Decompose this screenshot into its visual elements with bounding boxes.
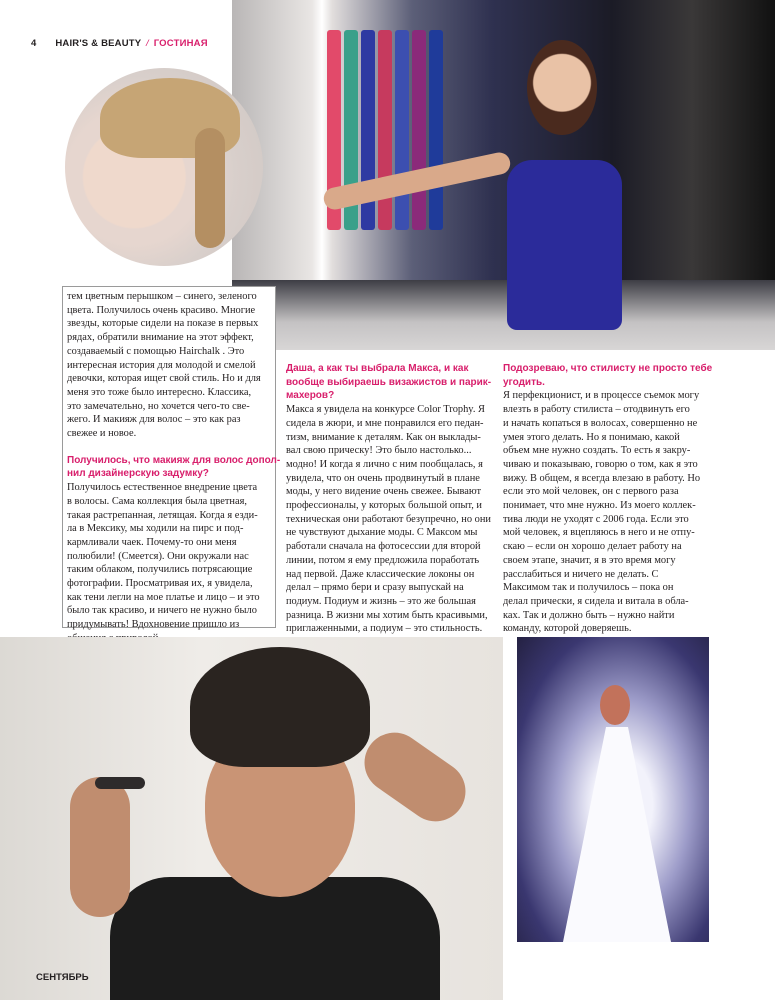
magazine-name: HAIR'S & BEAUTY [55, 38, 142, 49]
dress-shape [412, 30, 426, 230]
text-line: скаю – если он хорошо делает работу на [503, 541, 682, 553]
model-head [600, 685, 630, 725]
column-1 [67, 290, 280, 646]
text-line: делал прически, я сидела и витала в обла- [503, 595, 689, 607]
man-hair [190, 647, 370, 767]
question-line: Даша, а как ты выбрала Макса, и как [286, 363, 469, 374]
text-line: рядах, обратили внимание на этот эффект, [67, 332, 254, 344]
text-line: увидела, что он очень продвинутый в плане [286, 472, 480, 484]
text-line: приглаженными, а подиум – это стильность. [286, 623, 483, 635]
text-line: создаваемый с помощью Hairchalk . Это [67, 345, 245, 357]
text-line: придумывать! Вдохновение пришло из [67, 619, 240, 631]
text-line: работали сначала на фотосессии для второй [286, 541, 481, 553]
column-3 [503, 362, 712, 636]
text-line: было так красиво, и ничего не нужно было [67, 605, 257, 617]
text-line: ках. Так и должно быть – нужно найти [503, 609, 675, 621]
woman-blouse [507, 160, 622, 330]
text-line: профессионалы, у которых большой опыт, и [286, 500, 482, 512]
text-line: жего. И макияж для волос – это как раз [67, 414, 241, 426]
text-line: линии, потом я ему предложила поработать [286, 554, 480, 566]
text-line: ла в Мексику, мы ходили на пирс и под- [67, 523, 244, 535]
model-gown [562, 727, 672, 942]
dress-shape [395, 30, 409, 230]
photo-designer-in-boutique [232, 0, 775, 350]
text-line: понимает, что мне нужно. Из моего коллек- [503, 500, 696, 512]
text-line: объем мне нужно создать. То есть я закру- [503, 445, 691, 457]
text-line: сидела в жюри, и мне понравился его педан- [286, 417, 484, 429]
text-line: интересная история для молодой и смелой [67, 359, 256, 371]
text-line: кармливали чаек. Почему-то они меня [67, 536, 237, 548]
text-line: Максимом так и получилось – пока он [503, 582, 674, 594]
text-line: в волосы. Сама коллекция была цветная, [67, 495, 247, 507]
text-line: это замечательно, но хочется чего-то све- [67, 400, 250, 412]
paragraph-gap [67, 441, 280, 454]
question-line: Получилось, что макияж для волос допол- [67, 454, 281, 466]
text-line: и начать копаться в волосах, совершенно не [503, 417, 698, 429]
text-line: такая растрепанная, летящая. Когда я езди- [67, 509, 258, 521]
text-line: не чувствуют дыхание моды. С Максом мы [286, 527, 478, 539]
text-line: меня это тоже было интересно. Классика, [67, 386, 252, 398]
text-line: команду, которой доверяешь. [503, 623, 632, 635]
text-line: влезть в работу стилиста – отодвинуть его [503, 404, 690, 416]
text-line: подиум. Подиум и жизнь – это же большая [286, 595, 476, 607]
text-line: свежее и новое. [67, 428, 137, 440]
text-line: девочки, которая ищет свой стиль. Но и для [67, 373, 261, 385]
text-line: моды, у него видение очень свежее. Бывают [286, 486, 482, 498]
footer-month: СЕНТЯБРЬ [36, 972, 89, 983]
text-line: вижу. В общем, я всегда влезаю в работу. Но [503, 472, 701, 484]
text-line: фотографии. Просматривая их, я увидела, [67, 578, 253, 590]
dress-shape [429, 30, 443, 230]
question-line: угодить. [503, 376, 545, 388]
text-line: чиваю и показываю, говорю о том, как я это [503, 458, 698, 470]
running-header [31, 38, 208, 49]
section-name: ГОСТИНАЯ [153, 38, 208, 49]
question-line: нил дизайнерскую задумку? [67, 468, 209, 480]
text-line: разница. В жизни мы хотим быть красивыми, [286, 609, 488, 621]
text-line: над первой. Даже классические локоны он [286, 568, 475, 580]
text-line: расслабиться и ничего не делать. С [503, 568, 659, 580]
column-2 [286, 362, 491, 636]
text-line: если это мой человек, он с первого раза [503, 486, 679, 498]
text-line: модно! И когда я лично с ним пообщалась, я [286, 458, 483, 470]
text-line: цвета. Получилось очень красиво. Многие [67, 304, 256, 316]
text-line: своем этапе, значит, я в это время могу [503, 554, 676, 566]
text-line: тизм, внимание к деталям. Как он выклады- [286, 431, 481, 443]
page-number: 4 [31, 38, 37, 49]
text-line: звезды, которые сидели на показе в первых [67, 318, 259, 330]
question-line: Подозреваю, что стилисту не просто тебе [503, 363, 713, 374]
text-line: таким облаком, получились потрясающие [67, 564, 253, 576]
header-divider: / [146, 38, 149, 49]
photo-circle-model [65, 68, 263, 266]
man-bracelet [95, 777, 145, 789]
text-line: вал свою прическу! Это было настолько... [286, 445, 472, 457]
woman-figure [482, 20, 632, 350]
text-line: полюбили! (Смеется). Они окружали нас [67, 550, 249, 562]
question-line: вообще выбираешь визажистов и парик- [286, 376, 492, 388]
text-line: Я перфекционист, и в процессе съемок могу [503, 390, 700, 402]
text-line: умея этого делать. Но я понимаю, какой [503, 431, 680, 443]
text-line: как тени легли на мое платье и лицо – и это [67, 591, 260, 603]
photo-hairstylist [0, 637, 503, 1000]
text-line: техническая они работают безупречно, но они [286, 513, 491, 525]
photo-runway-model [517, 637, 709, 942]
text-line: тива люди не уходят с 2006 года. Если это [503, 513, 689, 525]
text-line: Получилось естественное внедрение цвета [67, 482, 258, 494]
man-left-arm [70, 777, 130, 917]
text-line: мой человек, я вцепляюсь в него и не отпу- [503, 527, 695, 539]
man-right-arm [353, 721, 478, 833]
woman-head [527, 40, 597, 135]
question-line: махеров? [286, 390, 335, 402]
model-ponytail [195, 128, 225, 248]
text-line: делал – прямо бери и сразу выпускай на [286, 582, 464, 594]
text-line: тем цветным перышком – синего, зеленого [67, 291, 257, 302]
text-line: Макса я увидела на конкурсе Color Trophy. Я [286, 404, 485, 416]
